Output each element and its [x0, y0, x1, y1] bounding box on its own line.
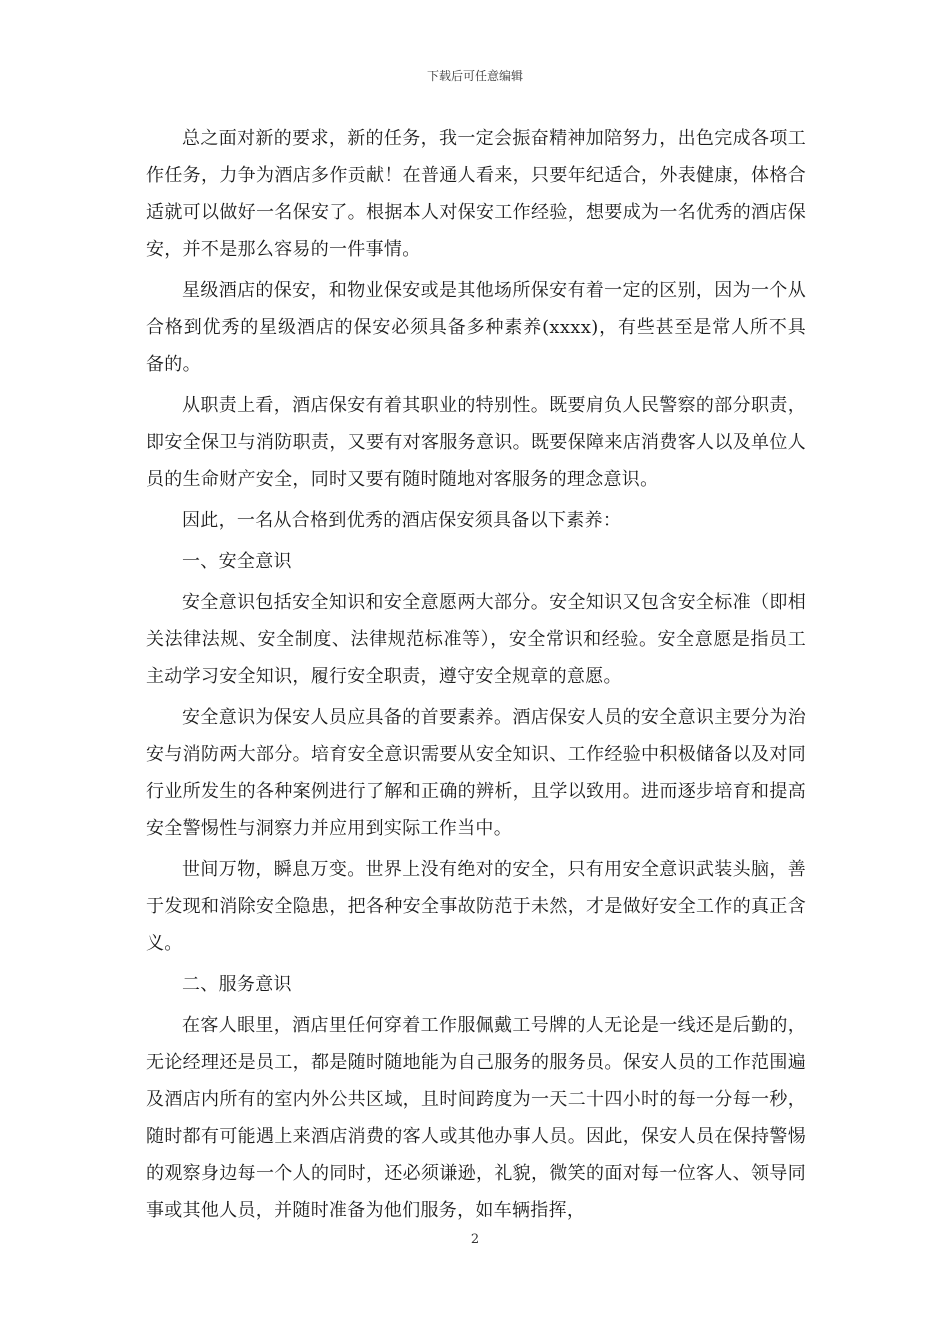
paragraph-8: 在客人眼里，酒店里任何穿着工作服佩戴工号牌的人无论是一线还是后勤的，无论经理还是员工，都是随时随地能为自己服务的服务员。保安人员的工作范围遍及酒店内所有的室内外公共区域，且时间跨度为一天二十四小时的每一分每一秒，随时都有可能遇上来酒店消费的客人或其他办事人员。因此，保安人员在保持警惕的观察身边每一个人的同时，还必须谦逊，礼貌，微笑的面对每一位客人、领导同事或其他人员，并随时准备为他们服务，如车辆指挥， — [146, 1015, 806, 1221]
paragraph-7: 世间万物，瞬息万变。世界上没有绝对的安全，只有用安全意识武装头脑，善于发现和消除安全隐患，把各种安全事故防范于未然，才是做好安全工作的真正含义。 — [146, 859, 806, 954]
document-body — [146, 120, 806, 1229]
paragraph-2: 星级酒店的保安，和物业保安或是其他场所保安有着一定的区别，因为一个从合格到优秀的星级酒店的保安必须具备多种素养(xxxx)，有些甚至是常人所不具备的。 — [146, 280, 806, 375]
section-heading-safety: 一、安全意识 — [182, 551, 292, 572]
paragraph-3: 从职责上看，酒店保安有着其职业的特别性。既要肩负人民警察的部分职责，即安全保卫与消防职责，又要有对客服务意识。既要保障来店消费客人以及单位人员的生命财产安全，同时又要有随时随地对客服务的理念意识。 — [146, 395, 806, 490]
paragraph-6: 安全意识为保安人员应具备的首要素养。酒店保安人员的安全意识主要分为治安与消防两大部分。培育安全意识需要从安全知识、工作经验中积极储备以及对同行业所发生的各种案例进行了解和正确的辨析，且学以致用。进而逐步培育和提高安全警惕性与洞察力并应用到实际工作当中。 — [146, 707, 806, 839]
paragraph-5: 安全意识包括安全知识和安全意愿两大部分。安全知识又包含安全标准（即相关法律法规、安全制度、法律规范标准等），安全常识和经验。安全意愿是指员工主动学习安全知识，履行安全职责，遵守安全规章的意愿。 — [146, 592, 806, 687]
page-header: 下载后可任意编辑 — [426, 69, 523, 83]
section-heading-service: 二、服务意识 — [182, 974, 292, 995]
paragraph-1: 总之面对新的要求，新的任务，我一定会振奋精神加陪努力，出色完成各项工作任务，力争为酒店多作贡献！在普通人看来，只要年纪适合，外表健康，体格合适就可以做好一名保安了。根据本人对保安工作经验，想要成为一名优秀的酒店保安，并不是那么容易的一件事情。 — [146, 128, 806, 260]
paragraph-4: 因此，一名从合格到优秀的酒店保安须具备以下素养： — [182, 510, 622, 531]
page-number: 2 — [470, 1232, 480, 1247]
